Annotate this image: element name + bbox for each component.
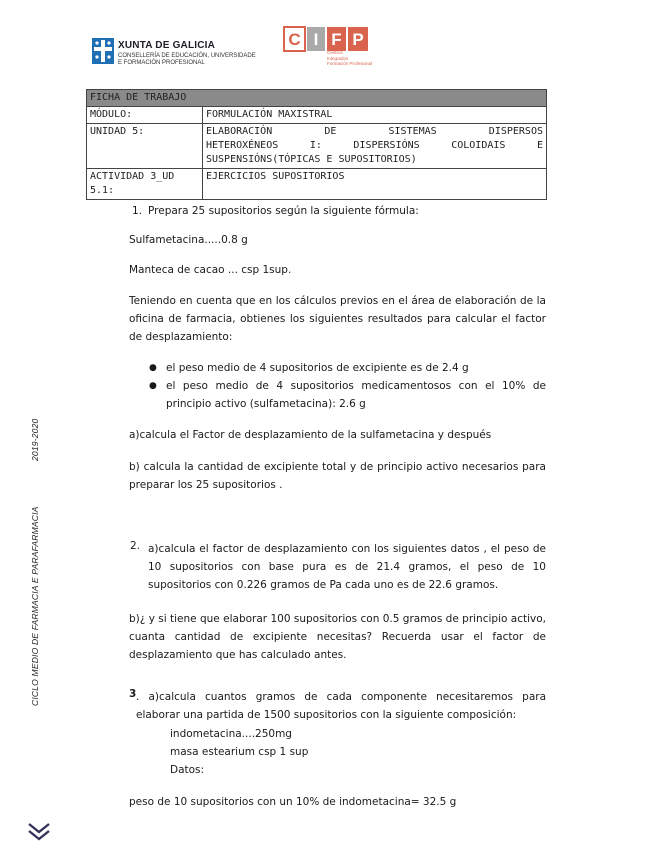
ficha-modulo-row xyxy=(87,107,547,124)
cifp-subtitle xyxy=(327,50,372,67)
exercise-1-context: Teniendo en cuenta que en los cálculos previos en el área de elaboración de la oficina de farmacia, obtienes los siguientes resultados para calcular el factor de desplazamiento: xyxy=(129,295,546,343)
bullet-text: el peso medio de 4 supositorios medicamentosos con el 10% de principio activo (sulfametacina): 2.6 g xyxy=(166,380,546,410)
xunta-subtitle-line-1: CONSELLERÍA DE EDUCACIÓN, UNIVERSIDADE xyxy=(118,53,256,59)
sidebar-course: CICLO MEDIO DE FARMACIA E PARAFARMACIA xyxy=(30,506,40,706)
unidad-line-1: ELABORACIÓN DE SISTEMAS DISPERSOS xyxy=(206,126,543,137)
xunta-emblem-icon xyxy=(92,38,114,64)
modulo-label: MÓDULO: xyxy=(87,107,203,124)
actividad-value: EJERCICIOS SUPOSITORIOS xyxy=(203,169,547,200)
bullet-text: el peso medio de 4 supositorios de excipiente es de 2.4 g xyxy=(166,362,469,374)
bullet-dot-icon: ● xyxy=(149,381,157,391)
exercise-2-question-b: b)¿ y si tiene que elaborar 100 supositorios con 0.5 gramos de principio activo, cuanta cantidad de excipiente necesitas? Recuerda usar el factor de desplazamiento que has calculado antes. xyxy=(129,613,546,661)
exercise-3-item-2: masa estearium csp 1 sup xyxy=(170,746,309,758)
exercise-1-ingredient-1: Sulfametacina.....0.8 g xyxy=(129,234,248,246)
exercise-3-item-3: Datos: xyxy=(170,764,205,776)
exercise-3-data-line: peso de 10 supositorios con un 10% de indometacina= 32.5 g xyxy=(129,796,457,808)
exercise-1-question-b: b) calcula la cantidad de excipiente total y de principio activo necesarios para preparar los 25 supositorios . xyxy=(129,461,546,491)
actividad-label-line-1: ACTIVIDAD 3_UD xyxy=(90,171,175,182)
ficha-unidad-row xyxy=(87,124,547,169)
exercise-1-ingredient-2: Manteca de cacao ... csp 1sup. xyxy=(129,264,292,276)
exercise-1-bullet-list xyxy=(149,359,546,413)
unidad-line-2: HETEROXÉNEOS I: DISPERSIÓNS COLOIDAIS E xyxy=(206,140,543,151)
exercise-1-question-a: a)calcula el Factor de desplazamiento de la sulfametacina y después xyxy=(129,429,492,441)
cifp-logo xyxy=(283,26,369,52)
xunta-subtitle xyxy=(118,53,256,67)
bullet-item xyxy=(149,377,546,413)
ficha-title: FICHA DE TRABAJO xyxy=(87,90,547,107)
modulo-value: FORMULACIÓN MAXISTRAL xyxy=(203,107,547,124)
ficha-title-row xyxy=(87,90,547,107)
cifp-letter-c: C xyxy=(288,30,301,49)
cifp-subtitle-line-2: Integrados xyxy=(327,55,349,61)
xunta-name: XUNTA DE GALICIA xyxy=(118,40,216,51)
exercise-3-statement: . a)calcula cuantos gramos de cada componente necesitaremos para elaborar una partida de 1500 supositorios con la siguiente composición: xyxy=(136,691,546,721)
bullet-item xyxy=(149,359,546,377)
cifp-letter-f: F xyxy=(331,30,342,49)
cifp-subtitle-line-1: Centros xyxy=(327,50,343,55)
ficha-actividad-row xyxy=(87,169,547,200)
actividad-label xyxy=(87,169,203,200)
exercise-2-number: 2. xyxy=(130,540,141,552)
exercise-3-number: 3 xyxy=(129,688,137,700)
actividad-label-line-2: 5.1: xyxy=(90,185,115,196)
exercise-2-statement: a)calcula el factor de desplazamiento con los siguientes datos , el peso de 10 supositorios con base pura es de 21.4 gramos, el peso de 10 supositorios con 0.226 gramos de Pa cada uno es de 22.6 gramos. xyxy=(148,543,546,591)
unidad-line-3: SUSPENSIÓNS(TÓPICAS E SUPOSITORIOS) xyxy=(206,154,417,165)
exercise-3-item-1: indometacina....250mg xyxy=(170,728,292,740)
cifp-subtitle-line-3: Formación Profesional xyxy=(327,61,373,66)
xunta-subtitle-line-2: E FORMACIÓN PROFESIONAL xyxy=(118,60,205,66)
exercise-1-statement: Prepara 25 supositorios según la siguiente fórmula: xyxy=(148,205,419,217)
sidebar-year: 2019-2020 xyxy=(30,418,40,461)
bullet-dot-icon: ● xyxy=(149,363,157,373)
unidad-value xyxy=(203,124,547,169)
cifp-letter-i: I xyxy=(313,30,319,49)
chevron-double-down-icon xyxy=(27,822,51,842)
unidad-label: UNIDAD 5: xyxy=(87,124,203,169)
cifp-letter-p: P xyxy=(352,30,364,49)
exercise-1-number: 1. xyxy=(132,205,143,217)
ficha-table xyxy=(86,89,547,200)
